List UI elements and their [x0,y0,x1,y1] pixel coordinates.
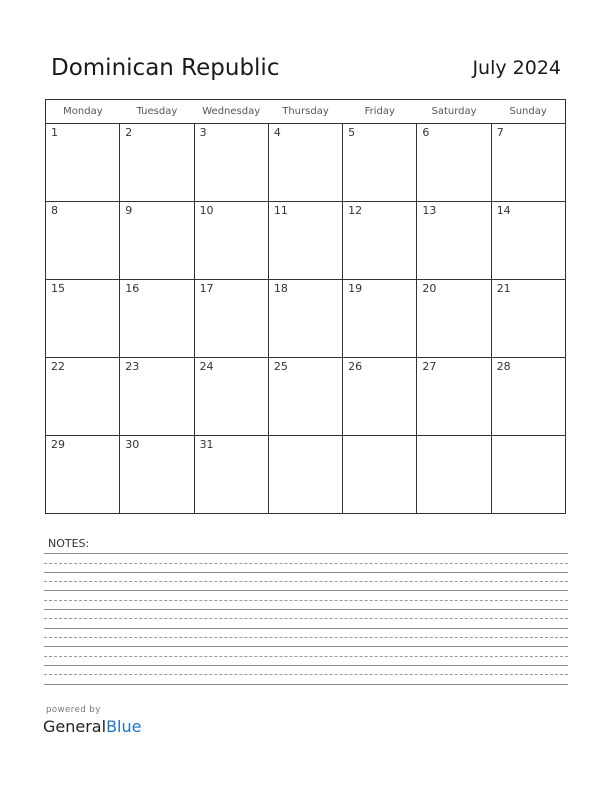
day-cell [343,358,417,436]
weekday-sunday: Sunday [491,100,565,124]
notes-line [44,563,568,564]
week-row-3 [46,280,566,358]
notes-line [44,628,568,629]
notes-line [44,674,568,675]
day-cell [417,280,491,358]
day-cell [46,280,120,358]
day-number: 19 [348,282,363,295]
day-cell [46,202,120,280]
day-number: 10 [199,204,214,217]
day-cell [120,280,194,358]
day-number [492,436,565,438]
weekday-monday: Monday [46,100,120,124]
day-number: 24 [199,360,214,373]
day-number: 28 [496,360,511,373]
day-number: 7 [496,126,504,139]
day-cell [194,202,268,280]
day-number: 9 [125,204,133,217]
calendar-grid [45,99,566,514]
day-number: 1 [51,126,58,139]
day-number: 2 [125,126,133,139]
notes-line [44,600,568,601]
day-number: 27 [422,360,437,373]
day-number: 22 [51,360,65,373]
notes-line [44,646,568,647]
day-number: 4 [273,126,281,139]
day-number: 5 [348,126,356,139]
day-number: 20 [422,282,437,295]
day-number: 25 [273,360,288,373]
day-cell [46,358,120,436]
day-cell [491,280,565,358]
day-number: 6 [422,126,430,139]
calendar-title: Dominican Republic [51,55,280,81]
week-row-1 [46,124,566,202]
day-number: 17 [199,282,214,295]
notes-line [44,656,568,657]
day-cell [417,358,491,436]
notes-line [44,581,568,582]
day-cell [46,436,120,514]
day-number: 23 [125,360,140,373]
day-cell [343,436,417,514]
day-cell [417,124,491,202]
notes-line [44,590,568,591]
day-cell [120,124,194,202]
week-row-4 [46,358,566,436]
weekday-saturday: Saturday [417,100,491,124]
day-cell [268,280,342,358]
weekday-header-row [46,100,566,124]
month-year: July 2024 [472,57,561,79]
week-row-5 [46,436,566,514]
day-cell [491,202,565,280]
powered-by-text: powered by [46,705,101,715]
day-cell [194,280,268,358]
day-number: 21 [496,282,511,295]
notes-line [44,637,568,638]
day-cell [268,436,342,514]
weekday-thursday: Thursday [268,100,342,124]
day-cell [120,436,194,514]
day-cell [491,436,565,514]
notes-label: NOTES: [48,537,90,550]
day-cell [120,358,194,436]
day-cell [268,202,342,280]
notes-line [44,618,568,619]
notes-line [44,665,568,666]
day-number: 12 [348,204,363,217]
day-cell [194,436,268,514]
day-cell [491,124,565,202]
weekday-friday: Friday [343,100,417,124]
brand-logo [43,717,141,736]
day-number: 8 [51,204,58,217]
day-number: 31 [199,438,214,451]
day-number: 15 [51,282,65,295]
day-cell [194,124,268,202]
day-number: 13 [422,204,437,217]
day-number: 18 [273,282,288,295]
day-number: 29 [51,438,65,451]
day-cell [46,124,120,202]
day-number: 16 [125,282,140,295]
day-number [417,436,490,438]
day-number: 30 [125,438,140,451]
day-cell [343,280,417,358]
brand-general: General [43,717,107,736]
day-number: 11 [273,204,288,217]
day-cell [343,202,417,280]
day-number: 26 [348,360,363,373]
day-cell [417,436,491,514]
day-cell [491,358,565,436]
weekday-wednesday: Wednesday [194,100,268,124]
day-cell [343,124,417,202]
day-number [343,436,416,438]
notes-line [44,609,568,610]
day-number [269,436,342,438]
week-row-2 [46,202,566,280]
day-cell [194,358,268,436]
day-cell [417,202,491,280]
day-cell [268,358,342,436]
day-number: 14 [496,204,511,217]
day-cell [120,202,194,280]
day-cell [268,124,342,202]
notes-line [44,553,568,554]
brand-blue: Blue [106,717,142,736]
notes-line [44,684,568,685]
weekday-tuesday: Tuesday [120,100,194,124]
notes-line [44,572,568,573]
day-number: 3 [199,126,207,139]
